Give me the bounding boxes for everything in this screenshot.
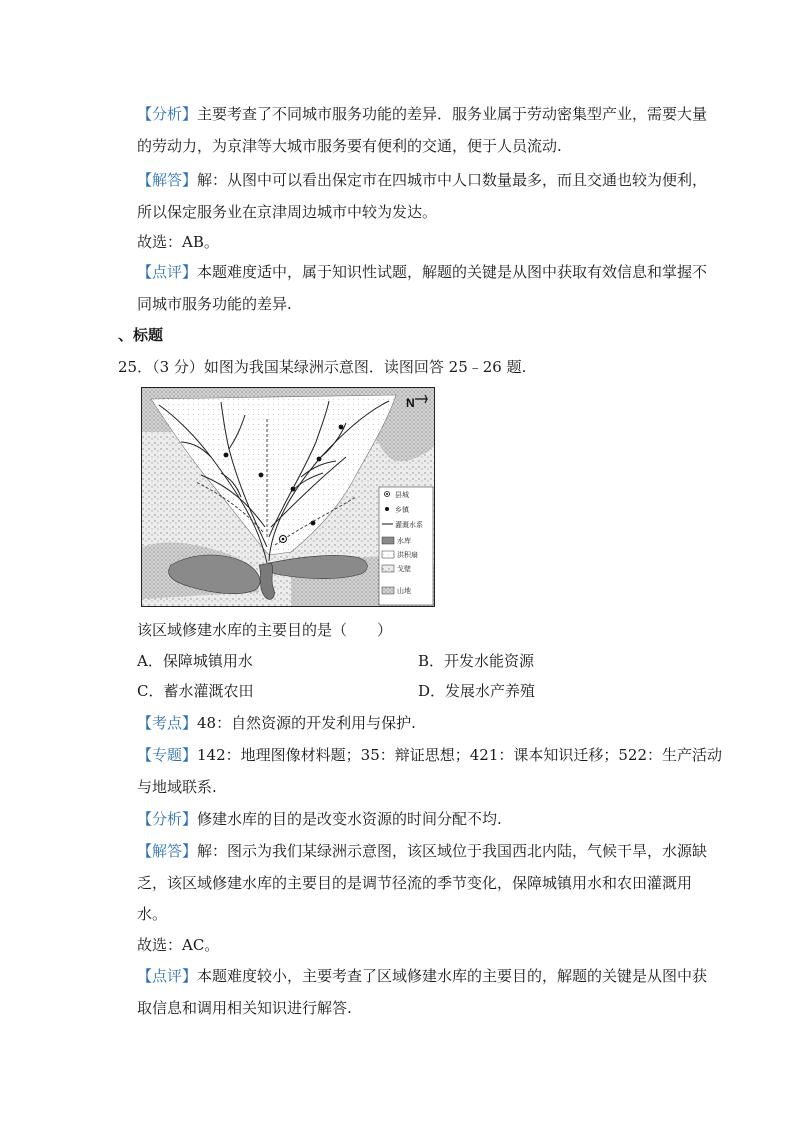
topic-line-1 — [137, 745, 722, 765]
question-stem: 25．（3 分）如图为我国某绿洲示意图．读图回答 25﹣26 题. — [118, 358, 527, 376]
analysis2-line — [137, 809, 502, 829]
analysis2-tag: 【分析】 — [137, 810, 198, 828]
analysis-line-2: 的劳动力，为京津等大城市服务要有便利的交通，便于人员流动. — [137, 137, 562, 155]
option-a: A．保障城镇用水 — [137, 652, 253, 670]
point-tag: 【考点】 — [137, 714, 198, 732]
point-line — [137, 713, 416, 733]
comment-tag: 【点评】 — [137, 263, 198, 281]
answer2-line-3: 水。 — [137, 905, 168, 923]
oasis-map — [141, 387, 435, 607]
comment-line-2: 同城市服务功能的差异. — [137, 295, 292, 313]
legend-irrigation: 灌溉水系 — [395, 522, 423, 529]
legend-fan: 洪积扇 — [397, 552, 418, 559]
choice-line: 故选：AB。 — [137, 233, 219, 251]
answer-text: 解：从图中可以看出保定市在四城市中人口数量最多，而且交通也较为便利， — [197, 171, 708, 189]
choice2-line: 故选：AC。 — [137, 936, 220, 954]
topic-line-2: 与地域联系. — [137, 778, 217, 796]
analysis-tag: 【分析】 — [137, 105, 198, 123]
section-heading: 、标题 — [118, 326, 164, 344]
option-c: C．蓄水灌溉农田 — [137, 682, 254, 700]
analysis-text: 主要考查了不同城市服务功能的差异．服务业属于劳动密集型产业，需要大量 — [197, 105, 708, 123]
legend-reservoir: 水库 — [397, 538, 411, 545]
point-text: 48：自然资源的开发利用与保护. — [197, 714, 416, 732]
county-seat — [280, 536, 287, 543]
comment2-line-1 — [137, 966, 707, 986]
map-legend — [379, 487, 433, 605]
answer-line-2: 所以保定服务业在京津周边城市中较为发达。 — [137, 203, 438, 221]
comment-text: 本题难度适中，属于知识性试题，解题的关键是从图中获取有效信息和掌握不 — [197, 263, 708, 281]
answer2-line-2: 乏，该区域修建水库的主要目的是调节径流的季节变化，保障城镇用水和农田灌溉用 — [137, 874, 693, 892]
legend-mountain: 山地 — [397, 588, 411, 595]
answer-tag: 【解答】 — [137, 171, 198, 189]
answer2-text: 解：图示为我们某绿洲示意图，该区域位于我国西北内陆，气候干旱，水源缺 — [197, 842, 708, 860]
comment2-tag: 【点评】 — [137, 967, 198, 985]
comment-line-1 — [137, 262, 707, 282]
comment2-line-2: 取信息和调用相关知识进行解答. — [137, 999, 352, 1017]
legend-county: 县城 — [395, 492, 409, 499]
comment2-text: 本题难度较小，主要考查了区域修建水库的主要目的，解题的关键是从图中获 — [197, 967, 708, 985]
option-d: D．发展水产养殖 — [418, 682, 536, 700]
analysis-line-1 — [137, 104, 707, 124]
answer2-tag: 【解答】 — [137, 842, 198, 860]
legend-township: 乡镇 — [395, 507, 409, 514]
topic-text: 142：地理图像材料题；35：辩证思想；421：课本知识迁移；522：生产活动 — [197, 746, 722, 764]
topic-tag: 【专题】 — [137, 746, 198, 764]
legend-gobi: 戈壁 — [397, 566, 411, 573]
question-prompt: 该区域修建水库的主要目的是（ ） — [137, 621, 393, 639]
north-label: N — [406, 396, 415, 410]
analysis2-text: 修建水库的目的是改变水资源的时间分配不均. — [197, 810, 502, 828]
answer-line-1 — [137, 170, 707, 190]
answer2-line-1 — [137, 841, 707, 861]
option-b: B．开发水能资源 — [418, 652, 535, 670]
